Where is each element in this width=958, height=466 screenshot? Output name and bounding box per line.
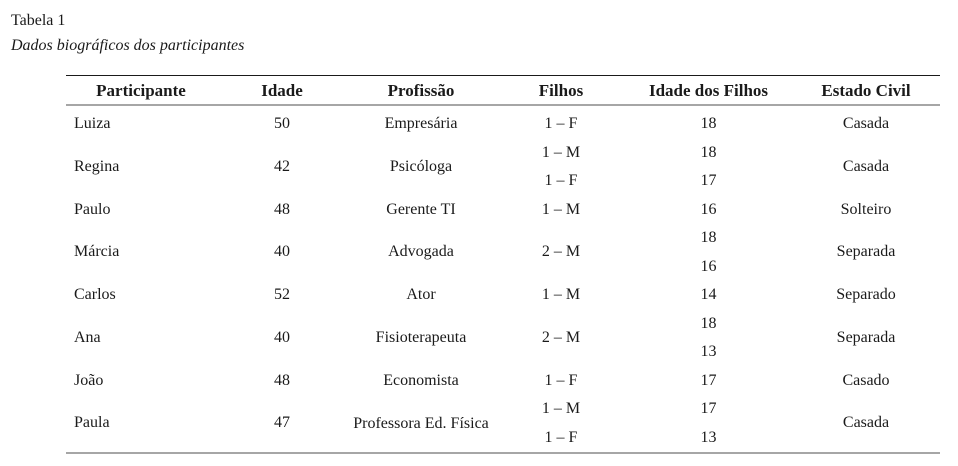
table-caption: Dados biográficos dos participantes [11, 37, 245, 54]
cell-idade: 42 [274, 157, 290, 175]
cell-filhos-value: 1 – M [541, 143, 581, 161]
cell-participante: Márcia [74, 243, 120, 261]
cell-filhos-value: 2 – M [541, 328, 581, 346]
cell-filhos [521, 224, 601, 281]
cell-estado-civil: Separada [836, 328, 896, 346]
header-estado-civil: Estado Civil [821, 81, 911, 100]
cell-filhos [521, 310, 601, 367]
cell-participante: Paula [74, 414, 110, 432]
cell-profissao: Advogada [388, 243, 454, 261]
cell-filhos-value: 1 – F [544, 115, 578, 132]
cell-profissao: Ator [406, 286, 436, 303]
cell-filhos-value: 1 – M [541, 200, 581, 218]
cell-idade-filhos [626, 139, 791, 196]
table-row [66, 196, 940, 225]
table-row [66, 395, 940, 452]
cell-estado-civil: Separado [836, 286, 896, 303]
cell-idade: 40 [274, 243, 290, 261]
cell-idade-filhos-value: 14 [700, 286, 717, 303]
cell-idade-filhos [626, 281, 791, 310]
cell-idade-filhos [626, 224, 791, 281]
cell-filhos-value: 1 – M [541, 286, 581, 303]
cell-idade-filhos [626, 310, 791, 367]
cell-estado-civil: Casada [842, 115, 890, 132]
cell-idade-filhos-value: 17 [700, 172, 717, 189]
table-row [66, 281, 940, 310]
cell-idade-filhos-value: 18 [700, 115, 717, 132]
cell-estado-civil: Casada [842, 414, 890, 432]
table-label: Tabela 1 [11, 12, 66, 29]
cell-idade-filhos [626, 367, 791, 396]
cell-profissao: Fisioterapeuta [375, 328, 467, 346]
cell-idade-filhos-value: 17 [700, 371, 717, 389]
cell-idade-filhos-value: 18 [700, 143, 717, 161]
cell-participante: Luiza [74, 115, 111, 132]
cell-participante: Regina [74, 157, 120, 175]
cell-idade-filhos-value: 16 [700, 257, 717, 275]
cell-estado-civil: Solteiro [840, 200, 892, 218]
cell-idade: 48 [274, 371, 290, 389]
cell-filhos-value: 1 – M [541, 400, 581, 417]
cell-filhos [521, 139, 601, 196]
cell-filhos-value: 1 – F [544, 371, 578, 389]
cell-idade: 52 [274, 286, 290, 303]
cell-filhos-value: 1 – F [544, 172, 578, 189]
cell-participante: Paulo [74, 200, 111, 218]
cell-filhos-value: 1 – F [544, 428, 578, 446]
cell-profissao: Economista [383, 371, 459, 389]
cell-idade-filhos-value: 13 [700, 428, 717, 446]
table-row [66, 110, 940, 139]
cell-idade-filhos-value: 13 [700, 343, 717, 360]
cell-filhos [521, 395, 601, 452]
header-participante: Participante [96, 81, 186, 100]
header-rule [66, 104, 940, 106]
header-filhos: Filhos [538, 81, 584, 100]
cell-idade: 40 [274, 328, 290, 346]
cell-participante: Ana [74, 328, 101, 346]
cell-filhos [521, 196, 601, 225]
cell-idade-filhos-value: 16 [700, 200, 717, 218]
cell-idade: 47 [274, 414, 290, 432]
cell-filhos [521, 281, 601, 310]
cell-idade-filhos [626, 196, 791, 225]
header-profissao: Profissão [387, 81, 455, 100]
cell-estado-civil: Separada [836, 243, 896, 261]
cell-idade-filhos [626, 395, 791, 452]
cell-idade-filhos-value: 18 [700, 314, 717, 332]
table-header-row [66, 76, 940, 104]
cell-filhos-value: 2 – M [541, 243, 581, 261]
cell-profissao: Gerente TI [386, 200, 456, 218]
header-idade: Idade [261, 81, 303, 100]
table-row [66, 224, 940, 281]
cell-idade-filhos [626, 110, 791, 139]
cell-filhos [521, 367, 601, 396]
cell-estado-civil: Casada [842, 157, 890, 175]
cell-idade-filhos-value: 17 [700, 400, 717, 417]
bottom-rule [66, 452, 940, 454]
table-row [66, 139, 940, 196]
cell-idade: 50 [274, 115, 290, 132]
cell-idade: 48 [274, 200, 290, 218]
table-row [66, 367, 940, 396]
cell-participante: João [74, 371, 104, 389]
cell-filhos [521, 110, 601, 139]
cell-idade-filhos-value: 18 [700, 229, 717, 246]
cell-estado-civil: Casado [842, 371, 890, 389]
table-row [66, 310, 940, 367]
cell-participante: Carlos [74, 286, 116, 303]
cell-profissao: Empresária [384, 115, 458, 132]
cell-profissao: Psicóloga [389, 157, 453, 175]
cell-profissao: Professora Ed. Física [353, 415, 489, 432]
header-idade-filhos: Idade dos Filhos [648, 81, 769, 100]
